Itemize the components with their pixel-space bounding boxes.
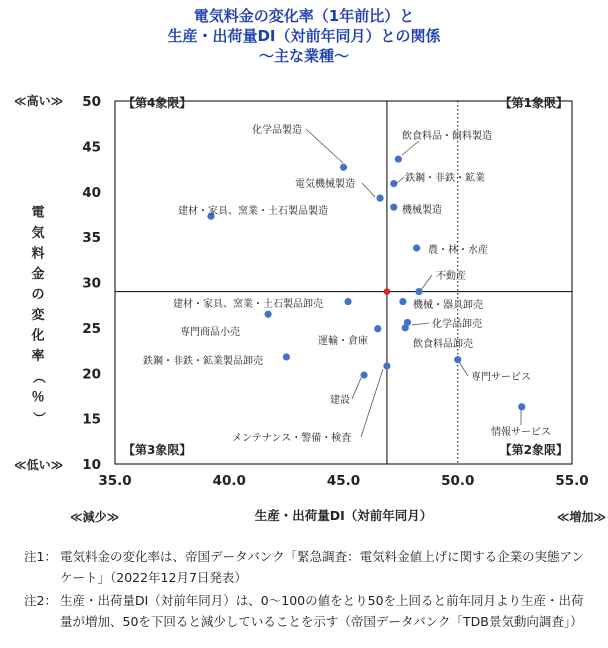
y-tick-label-8: 50 (82, 94, 101, 110)
data-point-label-7: 不動産 (436, 271, 466, 282)
plot-frame (115, 101, 572, 464)
data-point-4 (390, 204, 397, 211)
data-point-17 (360, 371, 367, 378)
quadrant-2-label: 【第2象限】 (499, 443, 568, 457)
quadrant-3-label: 【第3象限】 (123, 443, 192, 457)
data-point-14 (283, 353, 290, 360)
y-axis-low-label: ≪低い≫ (14, 458, 64, 472)
note-1-text: 電気料金の変化率は、帝国データバンク「緊急調査：電気料金値上げに関する企業の実態アンケート」（2022年12月7日発表） (60, 549, 585, 585)
y-axis-title-char-9: ％ (31, 390, 45, 405)
y-axis-title-char-8: （ (30, 370, 46, 384)
data-point-label-8: 建材・家具、窯業・土石製品卸売 (173, 299, 323, 310)
data-point-label-16: メンテナンス・警備・検査 (232, 433, 352, 444)
data-point-leader-11 (412, 323, 429, 325)
data-point-label-15: 専門サービス (471, 372, 531, 383)
data-point-6 (413, 244, 420, 251)
note-1-number: 注1： (24, 549, 57, 564)
data-point-label-1: 飲食料品・飼料製造 (402, 131, 492, 142)
data-point-13 (402, 324, 409, 331)
data-point-leader-1 (402, 141, 419, 155)
x-tick-label-3: 50.0 (441, 473, 475, 489)
data-point-leader-0 (306, 129, 343, 163)
data-point-1 (395, 155, 402, 162)
y-tick-label-6: 40 (82, 184, 101, 201)
data-point-3 (376, 195, 383, 202)
data-point-label-17: 建設 (330, 395, 350, 406)
x-axis-title: 生産・出荷量DI（対前年同月） (254, 508, 433, 523)
data-point-label-2: 鉄鋼・非鉄・鉱業 (405, 173, 485, 184)
data-point-leader-15 (459, 362, 468, 376)
y-axis-title-char-6: 化 (31, 328, 45, 344)
x-tick-label-0: 35.0 (98, 473, 132, 489)
data-point-label-5: 建材・家具、窯業・土石製品製造 (178, 206, 328, 217)
data-point-0 (340, 164, 347, 171)
data-point-label-11: 化学品卸売 (432, 319, 482, 330)
note-2 (24, 590, 594, 632)
data-point-16 (383, 362, 390, 369)
y-tick-label-7: 45 (82, 139, 101, 156)
data-point-label-6: 農・林・水産 (428, 245, 488, 256)
data-point-label-9: 機械・器具卸売 (413, 300, 483, 311)
chart-title-line-3: ～主な業種～ (258, 47, 349, 65)
data-point-label-12: 運輸・倉庫 (318, 336, 368, 347)
y-tick-label-1: 15 (82, 411, 101, 428)
notes (24, 546, 594, 634)
data-point-label-10: 専門商品小売 (180, 327, 240, 338)
y-tick-label-2: 20 (82, 366, 101, 383)
note-2-number: 注2： (24, 593, 57, 608)
data-point-8 (344, 298, 351, 305)
note-1 (24, 546, 594, 588)
y-axis-high-label: ≪高い≫ (14, 94, 64, 108)
data-point-label-4: 機械製造 (402, 205, 442, 216)
x-tick-label-2: 45.0 (326, 473, 361, 489)
y-axis-title-char-2: 料 (31, 246, 45, 262)
data-point-leader-7 (421, 275, 432, 290)
y-axis-title-char-3: 金 (31, 267, 45, 282)
data-point-9 (399, 298, 406, 305)
x-tick-label-4: 55.0 (555, 473, 589, 489)
data-point-label-13: 飲食料品卸売 (413, 339, 473, 350)
data-point-10 (264, 311, 271, 318)
y-tick-label-3: 25 (82, 320, 101, 337)
x-axis-low-label: ≪減少≫ (70, 510, 120, 524)
data-point-15 (454, 356, 461, 363)
origin-marker (384, 288, 390, 294)
y-tick-label-5: 35 (82, 230, 101, 247)
data-point-label-18: 情報サービス (491, 427, 551, 438)
y-axis-title-char-10: ） (30, 411, 46, 425)
quadrant-4-label: 【第4象限】 (123, 96, 192, 110)
y-axis-title-char-1: 気 (31, 226, 45, 241)
quadrant-1-label: 【第1象限】 (499, 96, 568, 110)
data-point-label-14: 鉄鋼・非鉄・鉱業製品卸売 (143, 356, 263, 367)
note-2-text: 生産・出荷量DI（対前年同月）は、0～100の値をとり50を上回ると前年同月より生産・出荷量が増加、50を下回ると減少していることを示す（帝国データバンク「TDB景気動向調査」） (60, 593, 584, 629)
data-point-18 (518, 403, 525, 410)
chart-title-line-1: 電気料金の変化率（1年前比）と (193, 7, 415, 25)
data-point-leader-2 (396, 177, 404, 184)
data-point-label-0: 化学品製造 (252, 125, 302, 136)
x-axis-high-label: ≪増加≫ (556, 510, 606, 524)
y-tick-label-4: 30 (82, 275, 101, 292)
data-point-label-3: 電気機械製造 (295, 179, 355, 190)
chart-title-line-2: 生産・出荷量DI（対前年同月）との関係 (167, 27, 441, 45)
data-point-leader-17 (352, 378, 361, 399)
y-axis-title-char-5: 変 (31, 308, 45, 323)
y-axis-title-char-7: 率 (31, 349, 45, 364)
y-tick-label-0: 10 (82, 457, 101, 473)
y-axis-title-char-0: 電 (31, 205, 45, 221)
data-point-12 (374, 325, 381, 332)
y-axis-title-char-4: の (31, 287, 45, 303)
data-point-leader-16 (361, 369, 383, 437)
x-tick-label-1: 40.0 (212, 473, 246, 489)
data-point-leader-3 (362, 183, 375, 197)
